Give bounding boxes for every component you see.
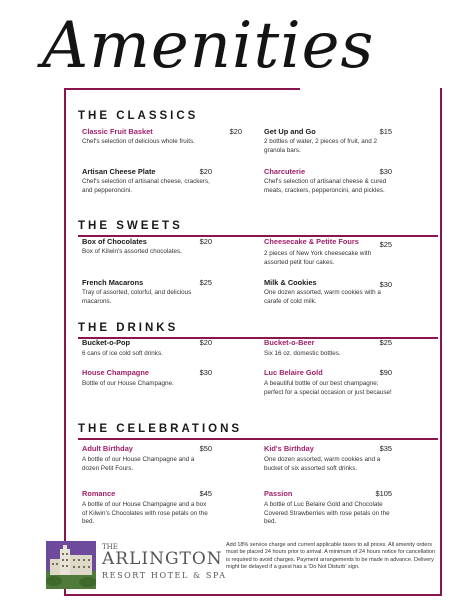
- item-name: Classic Fruit Basket: [82, 127, 153, 136]
- item-description: A bottle of Luc Belaire Gold and Chocolate Covered Strawberries with rose petals on the bed.: [264, 501, 390, 526]
- section-classics: [78, 110, 433, 122]
- menu-item: [82, 367, 212, 389]
- item-description: Tray of assorted, colorful, and delicious macarons.: [82, 289, 192, 305]
- item-price: $20: [199, 237, 212, 246]
- section-rule: [78, 438, 438, 440]
- item-price: $45: [199, 489, 212, 498]
- menu-item: [264, 488, 392, 527]
- item-name: Kid's Birthday: [264, 444, 314, 453]
- item-name: House Champagne: [82, 368, 149, 377]
- item-price: $25: [379, 338, 392, 347]
- item-description: Box of Kilwin's assorted chocolates.: [82, 248, 182, 255]
- logo-subtitle: RESORT HOTEL & SPA: [102, 571, 227, 580]
- item-description: A bottle of our House Champagne and a dozen Petit Fours.: [82, 456, 195, 472]
- section-sweets: [78, 220, 433, 237]
- item-description: 6 cans of ice cold soft drinks.: [82, 350, 163, 357]
- menu-item: [82, 277, 212, 306]
- item-description: One dozen assorted, warm cookies with a carafe of cold milk.: [264, 289, 381, 305]
- item-description: Bottle of our House Champagne.: [82, 380, 174, 387]
- item-name: Passion: [264, 489, 293, 498]
- item-description: A bottle of our House Champagne and a box of Kilwin's Chocolates with rose petals on the bed.: [82, 501, 208, 526]
- hotel-building-image: [46, 541, 96, 589]
- item-name: French Macarons: [82, 278, 144, 287]
- item-description: One dozen assorted, warm cookies and a bucket of six assorted soft drinks.: [264, 456, 381, 472]
- item-price: $30: [379, 280, 392, 289]
- item-price: $20: [229, 127, 242, 136]
- menu-item: [264, 337, 392, 359]
- menu-item: [82, 443, 212, 473]
- menu-item: [264, 166, 392, 195]
- item-name: Charcuterie: [264, 167, 306, 176]
- item-name: Bucket-o-Pop: [82, 338, 131, 347]
- menu-item: [82, 236, 212, 257]
- menu-item: [264, 277, 392, 306]
- item-name: Get Up and Go: [264, 127, 316, 136]
- section-title: THE CELEBRATIONS: [78, 423, 243, 435]
- item-description: Chef's selection of artisanal cheese, crackers, and pepperoncini.: [82, 178, 210, 194]
- logo-the: THE: [102, 543, 118, 551]
- footer-terms: Add 18% service charge and current applicable taxes to all prices. All amenity orders must be placed 24 hours prior to arrival. A minimum of 24 hours notice for cancellation is required to avoid charges. Payment arrangements to be made in advance. Delivery might be delayed if a guest has a 'Do Not Disturb' sign.: [226, 542, 436, 571]
- item-price: $30: [199, 368, 212, 377]
- item-description: Six 16 oz. domestic bottles.: [264, 350, 341, 357]
- item-description: 2 pieces of New York cheesecake with assorted petit four cakes.: [264, 250, 372, 266]
- item-price: $50: [199, 444, 212, 453]
- section-title: THE CLASSICS: [78, 110, 199, 122]
- item-price: $90: [379, 368, 392, 377]
- menu-item: [82, 337, 212, 359]
- logo-name: ARLINGTON: [102, 549, 223, 569]
- item-name: Artisan Cheese Plate: [82, 167, 156, 176]
- item-price: $30: [379, 167, 392, 176]
- menu-item: [82, 126, 242, 147]
- item-description: 2 bottles of water, 2 pieces of fruit, and 2 granola bars.: [264, 138, 378, 154]
- item-name: Cheesecake & Petite Fours: [264, 237, 359, 246]
- item-description: Chef's selection of artisanal cheese & cured meats, crackers, pepperoncini, and pickles.: [264, 178, 387, 194]
- item-description: A beautiful bottle of our best champagne; perfect for a special occasion or just because!: [264, 380, 392, 396]
- item-price: $15: [379, 127, 392, 136]
- menu-item: [264, 236, 392, 267]
- item-price: $20: [199, 338, 212, 347]
- item-price: $35: [379, 444, 392, 453]
- menu-item: [82, 166, 212, 195]
- menu-item: [264, 126, 392, 155]
- menu-item: [264, 443, 392, 473]
- item-name: Bucket-o-Beer: [264, 338, 315, 347]
- item-price: $25: [199, 278, 212, 287]
- item-name: Milk & Cookies: [264, 278, 317, 287]
- item-price: $20: [199, 167, 212, 176]
- section-title: THE DRINKS: [78, 322, 179, 334]
- item-name: Adult Birthday: [82, 444, 133, 453]
- frame-gap: [300, 86, 440, 92]
- arlington-logo: [46, 541, 227, 589]
- item-price: $25: [379, 240, 392, 249]
- section-celebrations: [78, 423, 433, 440]
- menu-item: [82, 488, 212, 527]
- item-price: $105: [375, 489, 392, 498]
- item-description: Chef's selection of delicious whole fruits.: [82, 138, 195, 145]
- section-title: THE SWEETS: [78, 220, 183, 232]
- item-name: Luc Belaire Gold: [264, 368, 323, 377]
- menu-item: [264, 367, 392, 397]
- item-name: Box of Chocolates: [82, 237, 147, 246]
- item-name: Romance: [82, 489, 116, 498]
- page-title: Amenities: [42, 9, 375, 83]
